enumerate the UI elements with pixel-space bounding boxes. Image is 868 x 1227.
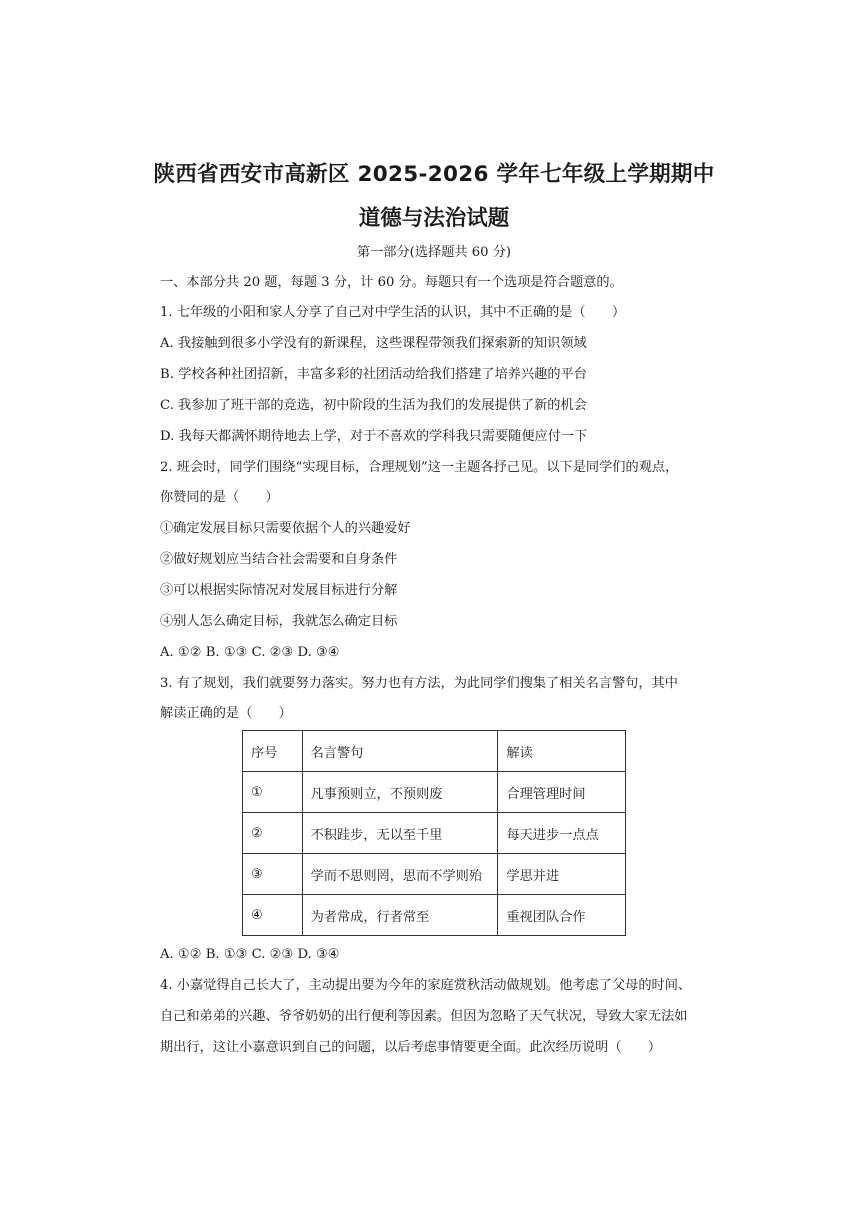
section-instructions: 一、本部分共 20 题，每题 3 分，计 60 分。每题只有一个选项是符合题意的。 (160, 275, 623, 290)
table-cell: 重视团队合作 (498, 895, 626, 936)
table-row (243, 895, 626, 936)
q4-stem-line2: 自己和弟弟的兴趣、爷爷奶奶的出行便利等因素。但因为忽略了天气状况，导致大家无法如 (160, 1009, 688, 1024)
q2-statement-4: ④别人怎么确定目标，我就怎么确定目标 (160, 614, 398, 629)
table-row (243, 772, 626, 813)
table-cell: 学而不思则罔，思而不学则殆 (302, 854, 498, 895)
table-cell: ③ (243, 854, 303, 895)
q2-statement-3: ③可以根据实际情况对发展目标进行分解 (160, 583, 398, 598)
q4-stem-line3: 期出行，这让小嘉意识到自己的问题，以后考虑事情要更全面。此次经历说明（ ） (160, 1040, 662, 1055)
exam-title: 陕西省西安市高新区 2025-2026 学年七年级上学期期中 (153, 162, 715, 187)
table-cell: 为者常成，行者常至 (302, 895, 498, 936)
q3-answer-options: A. ①② B. ①③ C. ②③ D. ③④ (160, 947, 340, 962)
q1-stem: 1. 七年级的小阳和家人分享了自己对中学生活的认识，其中不正确的是（ ） (160, 305, 626, 320)
table-cell: ④ (243, 895, 303, 936)
table-cell: ② (243, 813, 303, 854)
q2-statement-2: ②做好规划应当结合社会需要和自身条件 (160, 552, 398, 567)
table-row (243, 854, 626, 895)
q2-answer-options: A. ①② B. ①③ C. ②③ D. ③④ (160, 645, 340, 660)
part-heading: 第一部分(选择题共 60 分) (356, 245, 512, 260)
table-header-row (243, 731, 626, 772)
table-cell: 合理管理时间 (498, 772, 626, 813)
exam-subject-title: 道德与法治试题 (358, 206, 510, 231)
table-cell: 凡事预则立，不预则废 (302, 772, 498, 813)
table-cell: 不积跬步，无以至千里 (302, 813, 498, 854)
q3-stem-line1: 3. 有了规划，我们就要努力落实。努力也有方法，为此同学们搜集了相关名言警句，其中 (160, 676, 678, 691)
q3-stem-line2: 解读正确的是（ ） (160, 706, 292, 721)
q2-statement-1: ①确定发展目标只需要依据个人的兴趣爱好 (160, 521, 411, 536)
table-cell: ① (243, 772, 303, 813)
table-row (243, 813, 626, 854)
q1-option-a: A. 我接触到很多小学没有的新课程，这些课程带领我们探索新的知识领域 (160, 336, 587, 351)
q1-option-b: B. 学校各种社团招新，丰富多彩的社团活动给我们搭建了培养兴趣的平台 (160, 367, 587, 382)
q1-option-c: C. 我参加了班干部的竞选，初中阶段的生活为我们的发展提供了新的机会 (160, 398, 587, 413)
q1-option-d: D. 我每天都满怀期待地去上学，对于不喜欢的学科我只需要随便应付一下 (160, 429, 588, 444)
table-header-cell: 序号 (243, 731, 303, 772)
table-cell: 学思并进 (498, 854, 626, 895)
table-cell: 每天进步一点点 (498, 813, 626, 854)
table-header-cell: 名言警句 (302, 731, 498, 772)
q2-stem-line1: 2. 班会时，同学们围绕“实现目标，合理规划”这一主题各抒己见。以下是同学们的观点， (160, 460, 679, 475)
table-header-cell: 解读 (498, 731, 626, 772)
q4-stem-line1: 4. 小嘉觉得自己长大了，主动提出要为今年的家庭赏秋活动做规划。他考虑了父母的时间、 (160, 978, 692, 993)
q2-stem-line2: 你赞同的是（ ） (160, 490, 279, 505)
quotes-table (242, 730, 626, 936)
